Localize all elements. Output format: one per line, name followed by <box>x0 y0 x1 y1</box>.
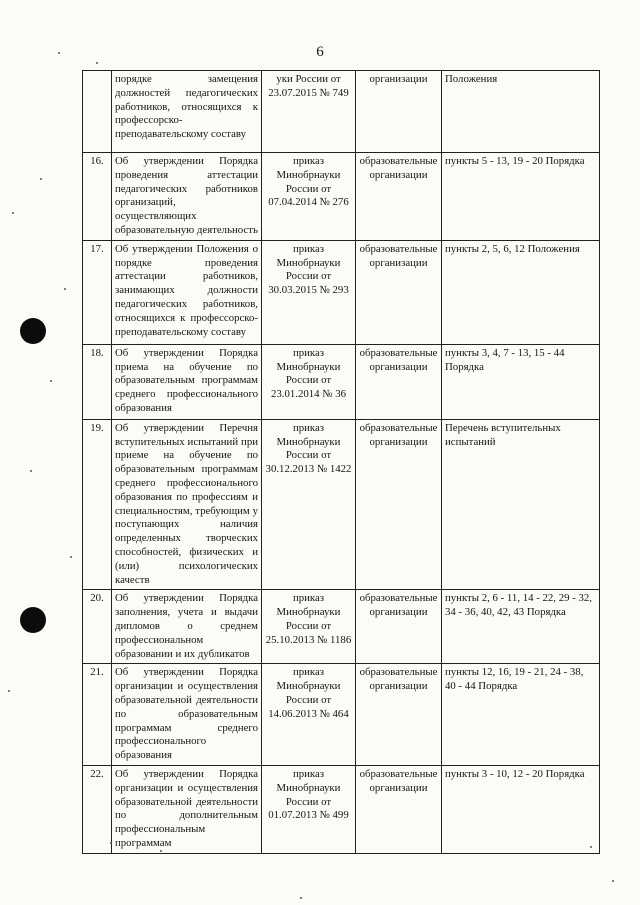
scan-speck <box>58 52 60 54</box>
scan-speck <box>12 212 14 214</box>
row-scope: образовательные организации <box>356 344 442 419</box>
row-number: 17. <box>83 240 112 344</box>
table-row <box>83 344 600 419</box>
punch-hole-top <box>20 318 46 344</box>
row-act: приказ Минобрнауки России от 07.04.2014 № 276 <box>262 153 356 241</box>
scan-speck <box>70 556 72 558</box>
row-scope: образовательные организации <box>356 590 442 664</box>
row-title: порядке замещения должностей педагогических работников, относящихся к профессорско-преподавательскому составу <box>112 71 262 153</box>
row-act: приказ Минобрнауки России от 30.03.2015 № 293 <box>262 240 356 344</box>
scan-speck <box>160 850 162 852</box>
row-title: Об утверждении Положения о порядке проведения аттестации работников, занимающих должности педагогических работников, относящихся к профессорско-преподавательскому составу <box>112 240 262 344</box>
row-number: 20. <box>83 590 112 664</box>
scan-speck <box>50 380 52 382</box>
scan-speck <box>300 897 302 899</box>
row-act: приказ Минобрнауки России от 23.01.2014 № 36 <box>262 344 356 419</box>
table-row <box>83 664 600 766</box>
row-act: приказ Минобрнауки России от 25.10.2013 № 1186 <box>262 590 356 664</box>
row-title: Об утверждении Порядка организации и осуществления образовательной деятельности по образовательным программам среднего профессионального образования <box>112 664 262 766</box>
row-items: Положения <box>442 71 600 153</box>
row-items: Перечень вступительных испытаний <box>442 419 600 590</box>
table-row <box>83 419 600 590</box>
row-title: Об утверждении Перечня вступительных испытаний при приеме на обучение по образовательным программам среднего профессионального образования по профессиям и специальностям, требующим у поступающих наличия определенных творческих способностей, физических и (или) психологических качеств <box>112 419 262 590</box>
row-items: пункты 3 - 10, 12 - 20 Порядка <box>442 765 600 853</box>
row-scope: образовательные организации <box>356 419 442 590</box>
scan-speck <box>590 846 592 848</box>
row-number <box>83 71 112 153</box>
row-act: приказ Минобрнауки России от 30.12.2013 № 1422 <box>262 419 356 590</box>
scan-speck <box>30 470 32 472</box>
scan-speck <box>96 62 98 64</box>
row-items: пункты 2, 6 - 11, 14 - 22, 29 - 32, 34 - 36, 40, 42, 43 Порядка <box>442 590 600 664</box>
row-scope: организации <box>356 71 442 153</box>
scan-speck <box>612 880 614 882</box>
row-scope: образовательные организации <box>356 153 442 241</box>
table-row <box>83 153 600 241</box>
scan-speck <box>64 288 66 290</box>
table-row <box>83 590 600 664</box>
page-number: 6 <box>316 44 324 60</box>
row-number: 16. <box>83 153 112 241</box>
row-items: пункты 3, 4, 7 - 13, 15 - 44 Порядка <box>442 344 600 419</box>
row-title: Об утверждении Порядка приема на обучение по образовательным программам среднего профессионального образования <box>112 344 262 419</box>
row-act: приказ Минобрнауки России от 01.07.2013 № 499 <box>262 765 356 853</box>
row-number: 22. <box>83 765 112 853</box>
row-number: 18. <box>83 344 112 419</box>
row-items: пункты 2, 5, 6, 12 Положения <box>442 240 600 344</box>
table-row <box>83 240 600 344</box>
row-number: 19. <box>83 419 112 590</box>
scan-speck <box>110 842 112 844</box>
row-title: Об утверждении Порядка проведения аттестации педагогических работников организаций, осуществляющих образовательную деятельность <box>112 153 262 241</box>
row-act: уки России от 23.07.2015 № 749 <box>262 71 356 153</box>
table-row <box>83 71 600 153</box>
punch-hole-bottom <box>20 607 46 633</box>
scan-speck <box>8 690 10 692</box>
scan-speck <box>40 178 42 180</box>
row-title: Об утверждении Порядка организации и осуществления образовательной деятельности по дополнительным профессиональным программам <box>112 765 262 853</box>
row-scope: образовательные организации <box>356 240 442 344</box>
row-act: приказ Минобрнауки России от 14.06.2013 № 464 <box>262 664 356 766</box>
row-scope: образовательные организации <box>356 664 442 766</box>
row-number: 21. <box>83 664 112 766</box>
row-items: пункты 5 - 13, 19 - 20 Порядка <box>442 153 600 241</box>
regulations-table <box>82 70 600 854</box>
row-items: пункты 12, 16, 19 - 21, 24 - 38, 40 - 44 Порядка <box>442 664 600 766</box>
row-scope: образовательные организации <box>356 765 442 853</box>
row-title: Об утверждении Порядка заполнения, учета и выдачи дипломов о среднем профессиональном образовании и их дубликатов <box>112 590 262 664</box>
table-row <box>83 765 600 853</box>
